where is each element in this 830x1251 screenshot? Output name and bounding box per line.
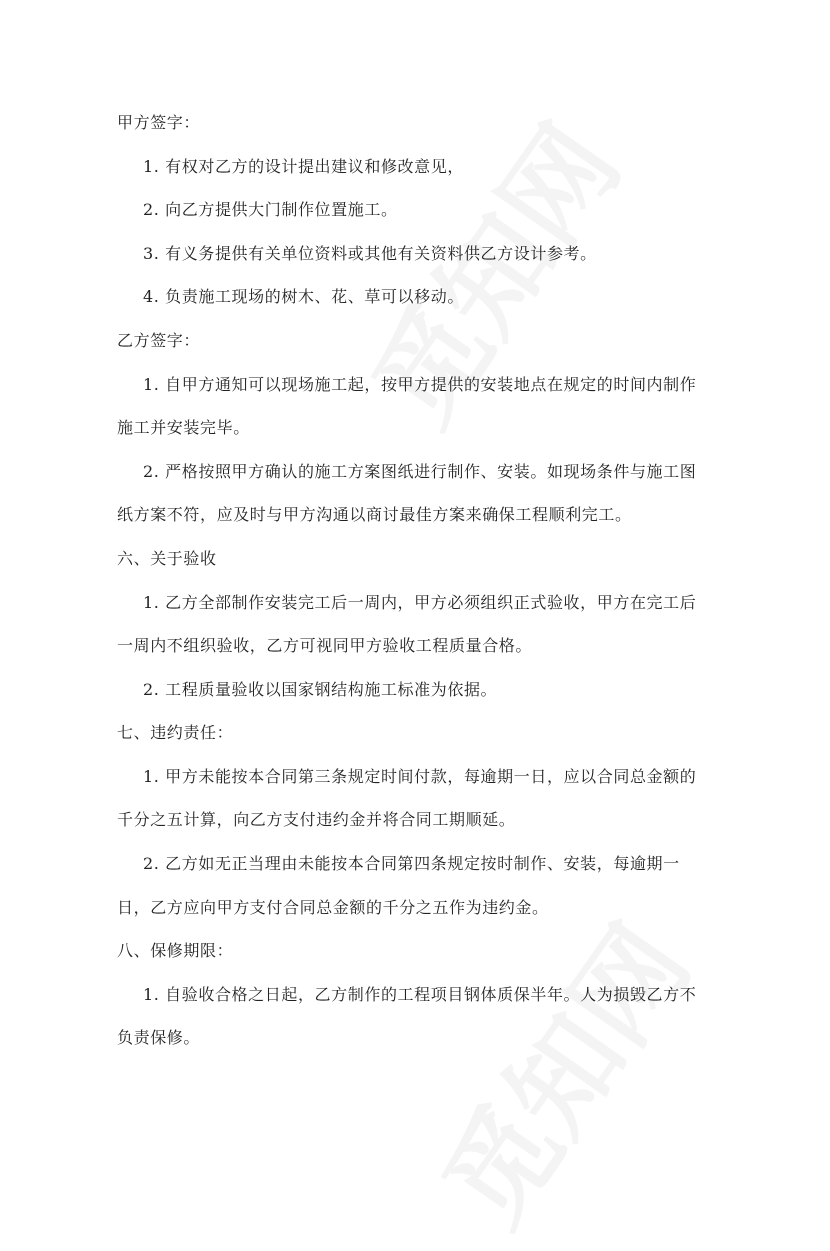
- list-item-continuation: 千分之五计算，向乙方支付违约金并将合同工期顺延。: [117, 810, 516, 829]
- list-item: 1. 自验收合格之日起，乙方制作的工程项目钢体质保半年。人为损毁乙方不: [143, 985, 697, 1004]
- list-item-continuation: 施工并安装完毕。: [117, 418, 250, 437]
- heading-party-a-signature: 甲方签字：: [117, 113, 201, 132]
- list-item-continuation: 纸方案不符，应及时与甲方沟通以商讨最佳方案来确保工程顺利完工。: [117, 505, 632, 524]
- list-item-continuation: 负责保修。: [117, 1028, 201, 1047]
- list-item: 2. 向乙方提供大门制作位置施工。: [143, 200, 398, 219]
- list-item-continuation: 日，乙方应向甲方支付合同总金额的千分之五作为违约金。: [117, 898, 549, 917]
- list-item: 2. 工程质量验收以国家钢结构施工标准为依据。: [143, 680, 498, 699]
- list-item: 2. 乙方如无正当理由未能按本合同第四条规定按时制作、安装，每逾期一: [143, 854, 680, 873]
- list-item: 1. 甲方未能按本合同第三条规定时间付款，每逾期一日，应以合同总金额的: [143, 767, 697, 786]
- list-item: 1. 乙方全部制作安装完工后一周内，甲方必须组织正式验收，甲方在完工后: [143, 593, 697, 612]
- list-item: 1. 自甲方通知可以现场施工起，按甲方提供的安装地点在规定的时间内制作: [143, 375, 697, 394]
- list-item: 3. 有义务提供有关单位资料或其他有关资料供乙方设计参考。: [143, 244, 597, 263]
- heading-party-b-signature: 乙方签字：: [117, 331, 201, 350]
- list-item: 1. 有权对乙方的设计提出建议和修改意见，: [143, 157, 464, 176]
- section-heading-warranty: 八、保修期限：: [117, 941, 234, 960]
- section-heading-breach: 七、违约责任：: [117, 723, 234, 742]
- list-item: 2. 严格按照甲方确认的施工方案图纸进行制作、安装。如现场条件与施工图: [143, 462, 697, 481]
- list-item-continuation: 一周内不组织验收，乙方可视同甲方验收工程质量合格。: [117, 636, 533, 655]
- section-heading-acceptance: 六、关于验收: [117, 549, 217, 568]
- list-item: 4. 负责施工现场的树木、花、草可以移动。: [143, 287, 464, 306]
- watermark-logo: [330, 90, 649, 451]
